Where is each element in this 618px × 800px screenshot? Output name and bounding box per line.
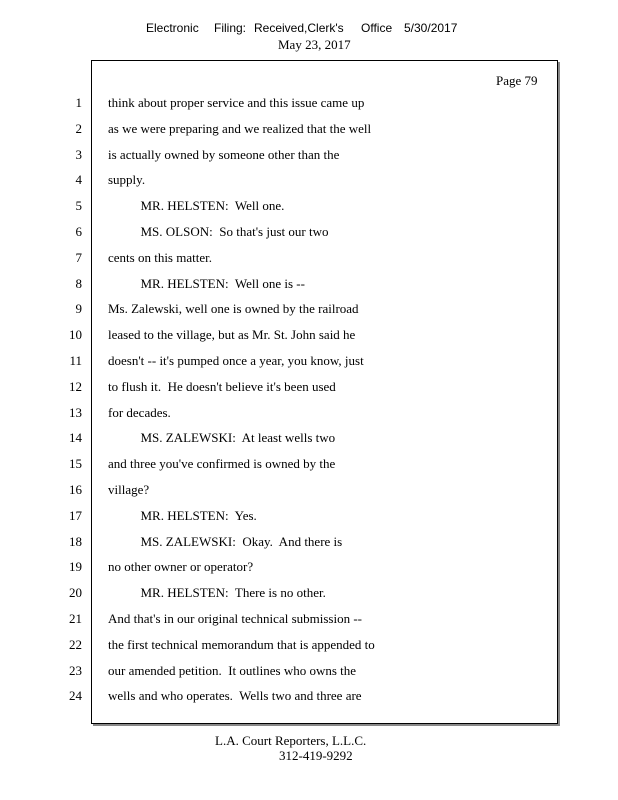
header-electronic: Electronic — [146, 21, 199, 35]
line-number: 8 — [75, 276, 82, 291]
transcript-line-text: is actually owned by someone other than the — [108, 147, 340, 162]
transcript-line-text: And that's in our original technical submission -- — [108, 611, 362, 626]
transcript-line-text: cents on this matter. — [108, 250, 212, 265]
line-number: 11 — [69, 353, 82, 368]
line-number: 14 — [69, 430, 82, 445]
line-number: 21 — [69, 611, 82, 626]
transcript-line-text: as we were preparing and we realized that the well — [108, 121, 372, 136]
transcript-line-text: and three you've confirmed is owned by the — [108, 456, 336, 471]
transcript-line-text: no other owner or operator? — [108, 559, 254, 574]
transcript-line-text: MR. HELSTEN: There is no other. — [108, 585, 326, 600]
line-number: 18 — [69, 534, 82, 549]
header-filed-date: 5/30/2017 — [404, 21, 458, 35]
line-number: 6 — [75, 224, 82, 239]
line-number: 13 — [69, 405, 82, 420]
transcript-line-text: Ms. Zalewski, well one is owned by the railroad — [108, 301, 359, 316]
hearing-date: May 23, 2017 — [278, 37, 351, 52]
header-received: Received,Clerk's — [254, 21, 344, 35]
transcript-line-text: MS. ZALEWSKI: Okay. And there is — [108, 534, 343, 549]
transcript-line-text: MR. HELSTEN: Well one is -- — [108, 276, 305, 291]
line-number: 1 — [75, 95, 82, 110]
transcript-line-text: MS. ZALEWSKI: At least wells two — [108, 430, 336, 445]
line-number: 5 — [75, 198, 82, 213]
line-number: 24 — [69, 688, 82, 703]
line-number: 2 — [75, 121, 82, 136]
transcript-line-text: wells and who operates. Wells two and three are — [108, 688, 362, 703]
transcript-line-text: the first technical memorandum that is appended to — [108, 637, 375, 652]
transcript-line-text: for decades. — [108, 405, 171, 420]
line-number: 20 — [69, 585, 82, 600]
transcript-line-text: to flush it. He doesn't believe it's been used — [108, 379, 336, 394]
line-number: 3 — [75, 147, 82, 162]
transcript-line-text: doesn't -- it's pumped once a year, you know, just — [108, 353, 364, 368]
transcript-line-text: supply. — [108, 172, 146, 187]
transcript-line-text: MR. HELSTEN: Yes. — [108, 508, 257, 523]
line-number: 19 — [69, 559, 82, 574]
transcript-line-text: think about proper service and this issue came up — [108, 95, 365, 110]
line-number: 7 — [75, 250, 82, 265]
transcript-line-text: MR. HELSTEN: Well one. — [108, 198, 285, 213]
line-number: 12 — [69, 379, 82, 394]
line-number: 17 — [69, 508, 82, 523]
line-number: 10 — [69, 327, 82, 342]
line-number: 9 — [75, 301, 82, 316]
line-number: 22 — [69, 637, 82, 652]
footer-company: L.A. Court Reporters, L.L.C. — [215, 733, 367, 748]
footer-phone: 312-419-9292 — [279, 748, 353, 763]
line-number: 4 — [75, 172, 82, 187]
transcript-line-text: our amended petition. It outlines who owns the — [108, 663, 357, 678]
line-number: 16 — [69, 482, 82, 497]
transcript-line-text: MS. OLSON: So that's just our two — [108, 224, 329, 239]
header-filing: Filing: — [214, 21, 247, 35]
header-office: Office — [361, 21, 393, 35]
page-number: Page 79 — [496, 73, 538, 88]
line-number: 23 — [69, 663, 82, 678]
transcript-line-text: leased to the village, but as Mr. St. John said he — [108, 327, 356, 342]
transcript-line-text: village? — [108, 482, 150, 497]
line-number: 15 — [69, 456, 82, 471]
